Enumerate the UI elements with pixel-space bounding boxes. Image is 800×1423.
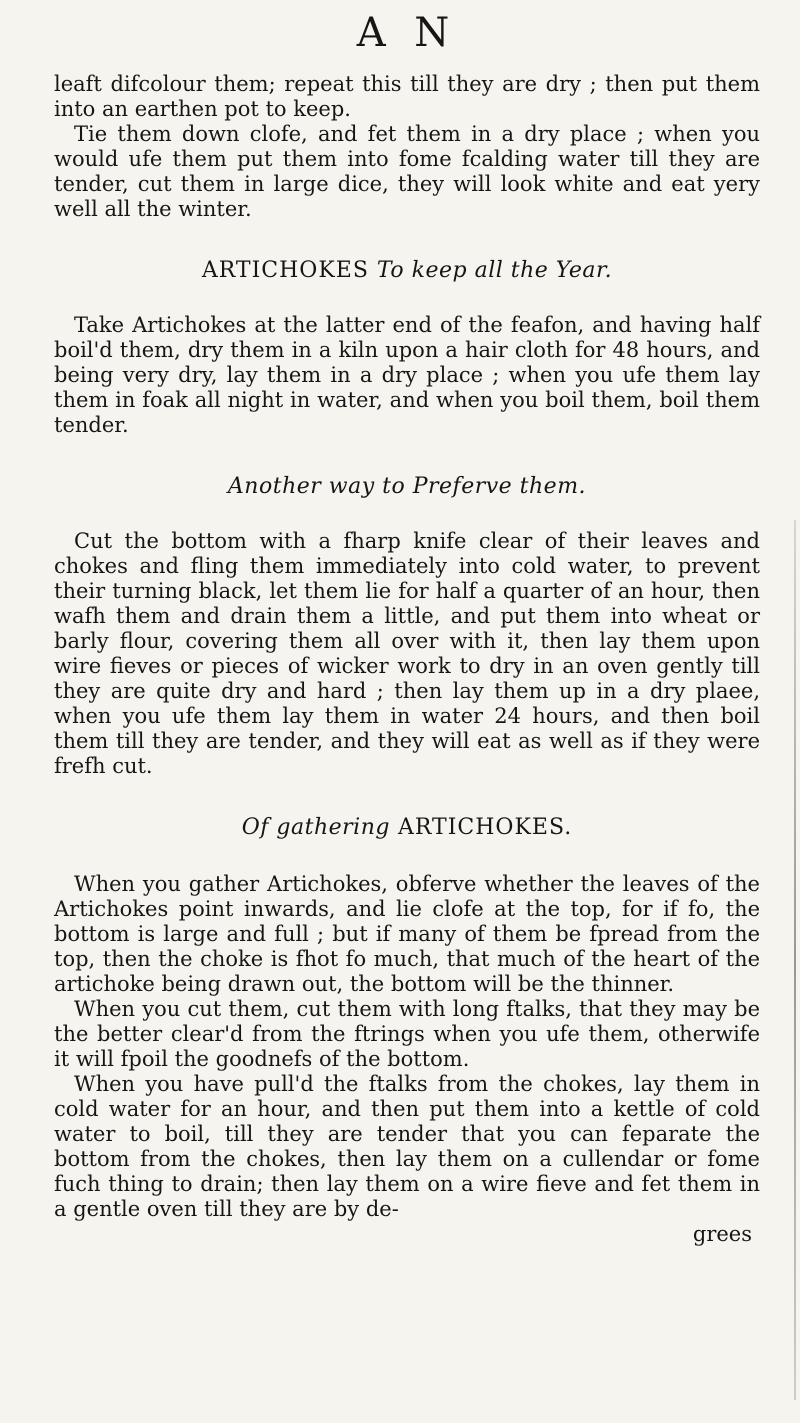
running-head: A N — [356, 10, 458, 56]
catchword: grees — [692, 1222, 752, 1246]
paragraph-when-you-cut: When you cut them, cut them with long ftalks, that they may be the better clear'd from the ftrings when you ufe them, otherwife it will fpoil the goodnefs of the bottom. — [54, 997, 760, 1071]
heading-italic: Another way to Preferve them. — [227, 474, 587, 499]
heading-another-way — [54, 473, 760, 501]
heading-italic: Of gathering — [241, 815, 390, 840]
paragraph-cut-the-bottom: Cut the bottom with a fharp knife clear of their leaves and chokes and fling them immediately into cold water, to prevent their turning black, let them lie for half a quarter of an hour, then wafh them and drain them a little, and put them into wheat or barly flour, covering them all over with it, then lay them upon wire fieves or pieces of wicker work to dry in an oven gently till they are quite dry and hard ; then lay them up in a dry plaee, when you ufe them lay them in water 24 hours, and then boil them till they are tender, and they will eat as well as if they were frefh cut. — [54, 529, 760, 778]
page-edge-shadow — [794, 520, 796, 1400]
heading-italic: To keep all the Year. — [376, 258, 613, 283]
heading-of-gathering — [54, 814, 760, 842]
paragraph-take-artichokes: Take Artichokes at the latter end of the feafon, and having half boil'd them, dry them in a kiln upon a hair cloth for 48 hours, and being very dry, lay them in a dry place ; when you ufe them lay them in foak all night in water, and when you boil them, boil them tender. — [54, 313, 760, 437]
paragraph-when-you-gather: When you gather Artichokes, obferve whether the leaves of the Artichokes point inwards, and lie clofe at the top, for if fo, the bottom is large and full ; but if many of them be fpread from the top, then the choke is fhot fo much, that much of the heart of the artichoke being drawn out, the bottom will be the thinner. — [54, 872, 760, 996]
paragraph-when-you-have-pulled: When you have pull'd the ftalks from the chokes, lay them in cold water for an hour, and then put them into a kettle of cold water to boil, till they are tender that you can feparate the bottom from the chokes, then lay them on a cullendar or fome fuch thing to drain; then lay them on a wire fieve and fet them in a gentle oven till they are by de- — [54, 1072, 760, 1221]
heading-artichokes-keep — [54, 257, 760, 285]
paragraph-continuation: leaft difcolour them; repeat this till they are dry ; then put them into an earthen pot to keep. — [54, 72, 760, 121]
heading-caps: ARTICHOKES — [201, 258, 369, 283]
heading-caps: ARTICHOKES. — [397, 815, 573, 840]
paragraph-tie-them: Tie them down clofe, and fet them in a dry place ; when you would ufe them put them into fome fcalding water till they are tender, cut them in large dice, they will look white and eat yery well all the winter. — [54, 122, 760, 221]
